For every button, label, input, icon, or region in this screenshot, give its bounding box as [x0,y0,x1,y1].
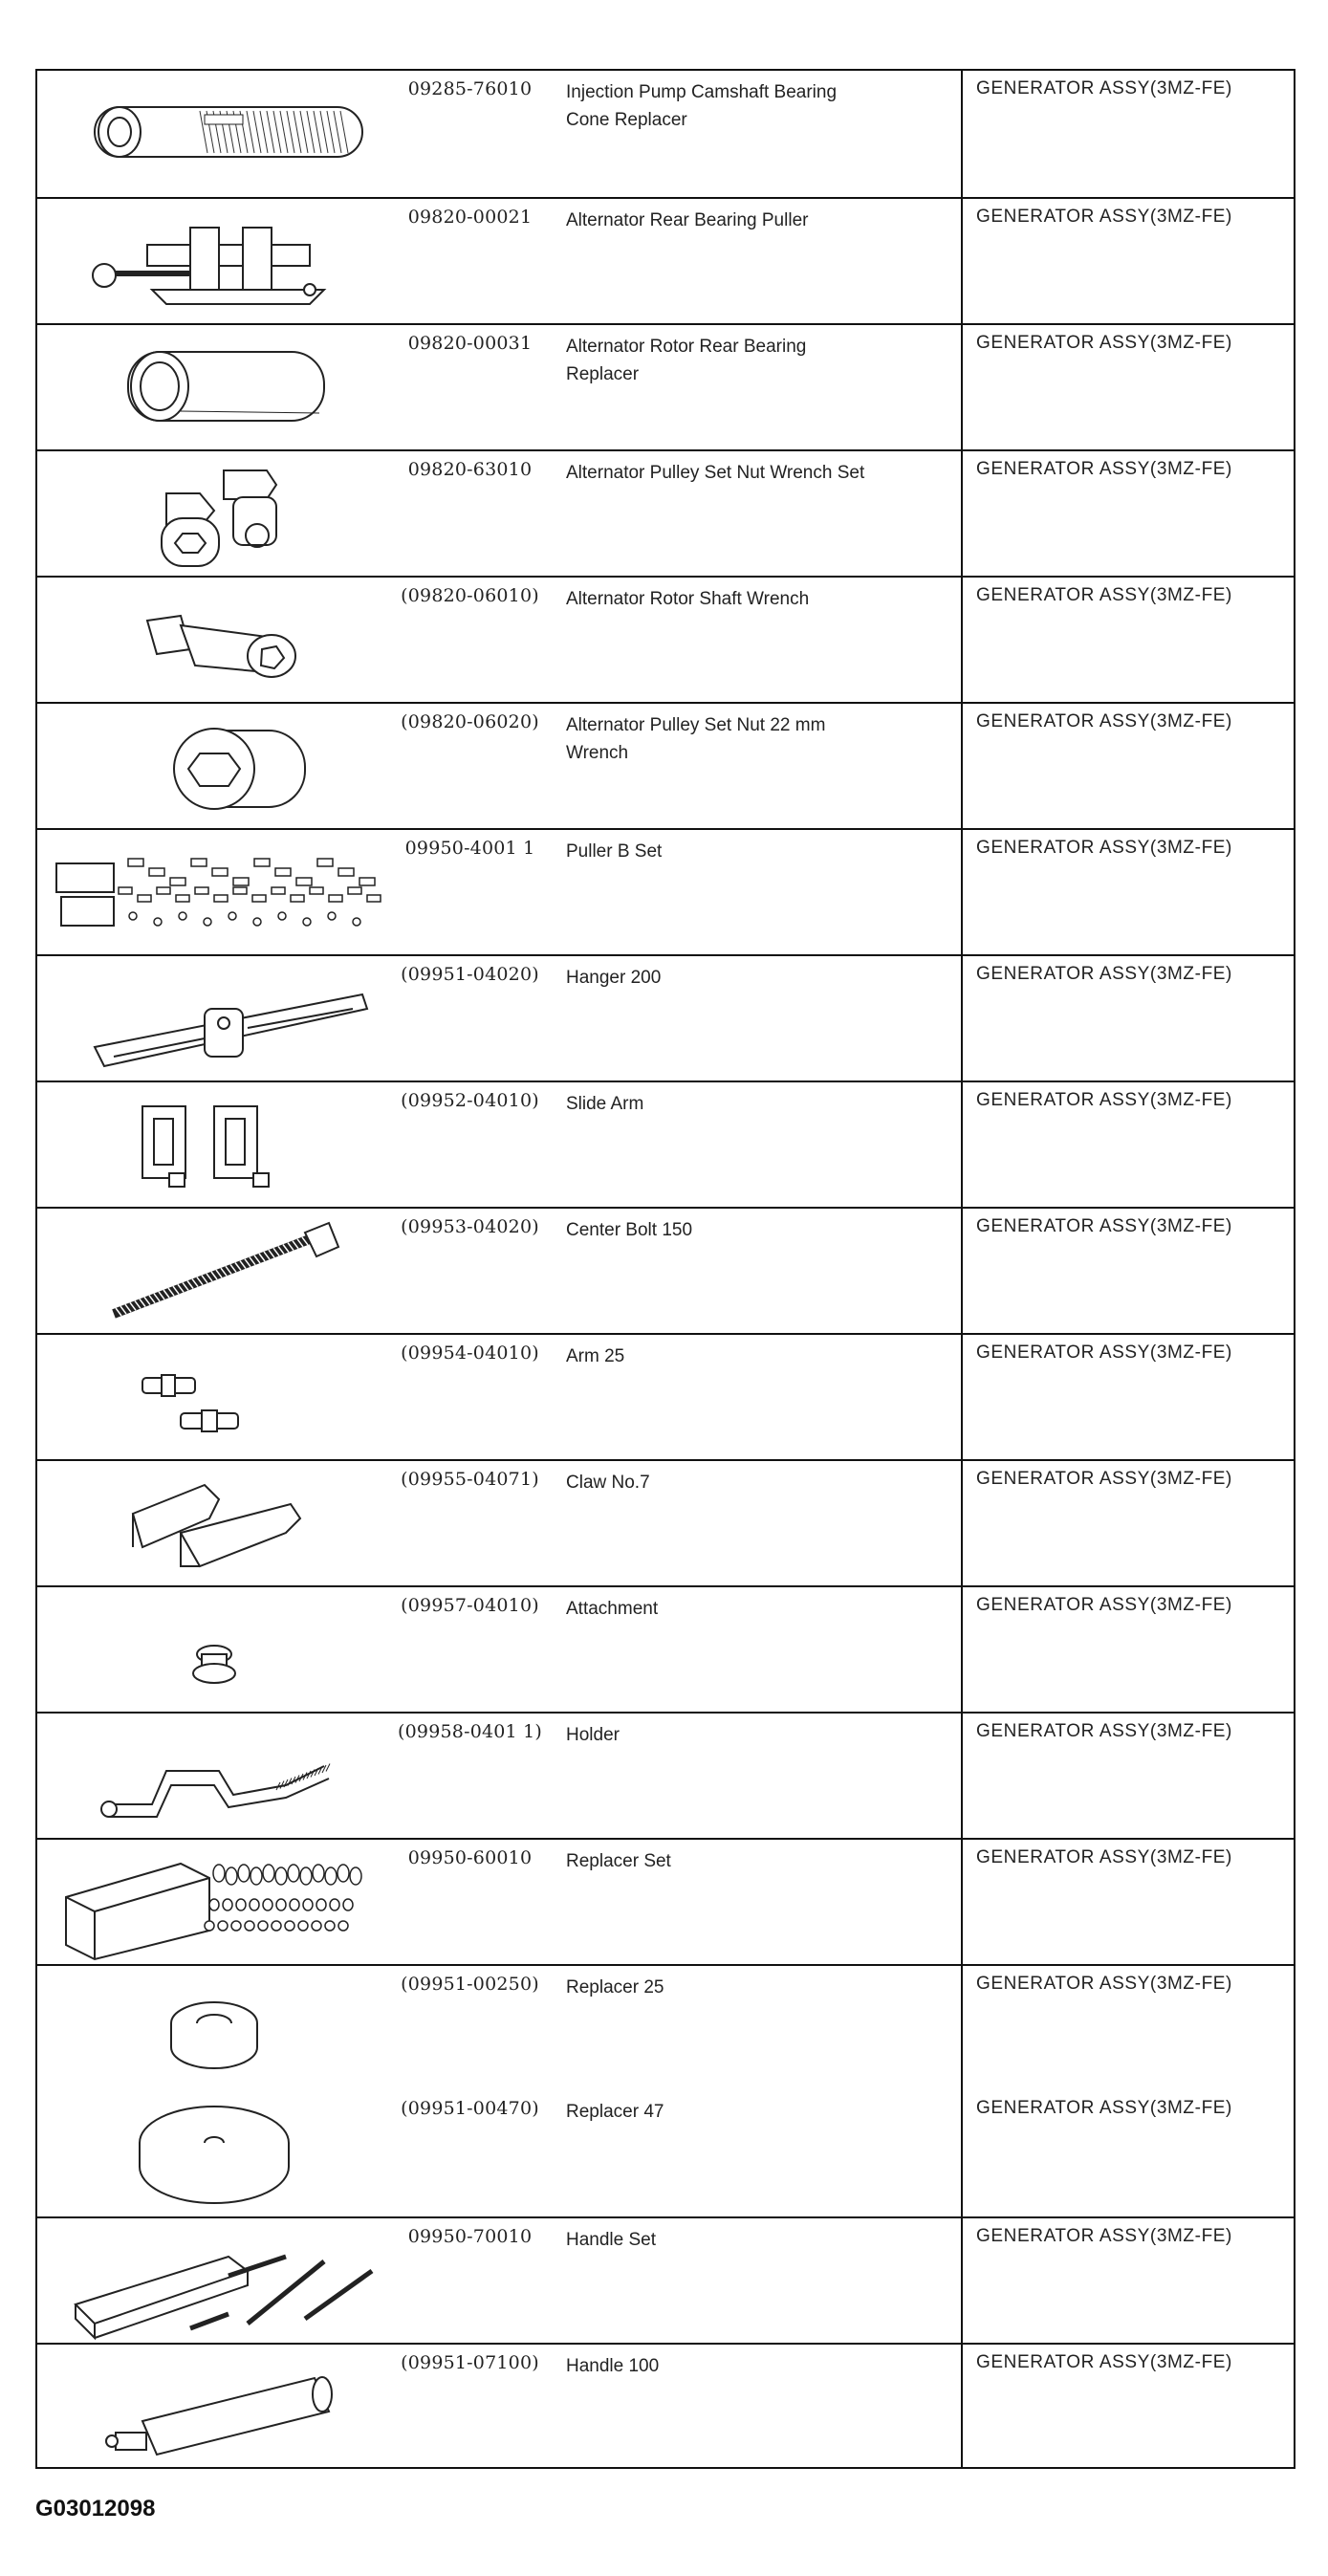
tool-name: Holder [566,1725,620,1745]
applicable-component: GENERATOR ASSY(3MZ-FE) [976,1343,1232,1363]
applicable-component: GENERATOR ASSY(3MZ-FE) [976,1974,1232,1994]
handle-icon [37,2345,396,2472]
figure-code: G03012098 [35,2496,156,2521]
tool-name: Handle Set [566,2230,657,2250]
shaft-wrench-icon [37,578,396,705]
table-row [37,449,1294,579]
applicable-component: GENERATOR ASSY(3MZ-FE) [976,1721,1232,1741]
applicable-component: GENERATOR ASSY(3MZ-FE) [976,1847,1232,1867]
table-row [37,1712,1294,1841]
table-row [37,1838,1294,1967]
applicable-component: GENERATOR ASSY(3MZ-FE) [976,1090,1232,1110]
tool-name: Hanger 200 [566,968,662,988]
tool-name: Alternator Pulley Set Nut 22 mm Wrench [566,715,826,763]
table-row [37,1081,1294,1210]
part-number: (09957-04010) [401,1595,539,1616]
table-row [37,1207,1294,1336]
part-number: 09950-60010 [407,1847,533,1868]
applicable-component: GENERATOR ASSY(3MZ-FE) [976,1595,1232,1615]
handle-set-icon [37,2218,396,2346]
center-bolt-icon [37,1209,396,1336]
table-row [37,1964,1294,2093]
part-number: (09951-04020) [401,964,539,985]
applicable-component: GENERATOR ASSY(3MZ-FE) [976,2352,1232,2372]
table-row [37,2216,1294,2346]
holder-icon [37,1714,396,1841]
small-replacer-disc-icon [37,1966,396,2093]
tube-replacer-icon [37,325,396,452]
tool-name: Replacer Set [566,1851,671,1871]
tool-name: Alternator Pulley Set Nut Wrench Set [566,463,865,483]
part-number: 09950-4001 1 [404,838,535,859]
part-number: (09820-06010) [401,585,539,606]
part-number: (09820-06020) [401,711,539,732]
applicable-component: GENERATOR ASSY(3MZ-FE) [976,1216,1232,1236]
part-number: 09820-00031 [407,333,533,354]
applicable-component: GENERATOR ASSY(3MZ-FE) [976,838,1232,858]
special-tools-table [35,69,1295,2469]
part-number: 09950-70010 [407,2226,533,2247]
tool-name: Slide Arm [566,1094,644,1114]
tool-name: Claw No.7 [566,1473,650,1493]
attachment-icon [37,1587,396,1714]
tool-name: Center Bolt 150 [566,1220,693,1240]
tool-name: Injection Pump Camshaft Bearing Cone Replacer [566,82,838,130]
tool-name: Handle 100 [566,2356,660,2376]
part-number: (09951-00470) [401,2098,539,2119]
tool-name: Attachment [566,1599,659,1619]
bearing-puller-icon [37,199,396,326]
applicable-component: GENERATOR ASSY(3MZ-FE) [976,459,1232,479]
table-row [37,828,1294,957]
part-number: (09952-04010) [401,1090,539,1111]
table-row [37,954,1294,1083]
table-row [37,2090,1294,2217]
part-number: (09955-04071) [401,1469,539,1490]
table-row [37,1459,1294,1588]
applicable-component: GENERATOR ASSY(3MZ-FE) [976,1469,1232,1489]
socket-wrench-set-icon [37,451,396,579]
part-number: 09820-00021 [407,207,533,228]
slide-arm-icon [37,1082,396,1210]
applicable-component: GENERATOR ASSY(3MZ-FE) [976,78,1232,98]
applicable-component: GENERATOR ASSY(3MZ-FE) [976,333,1232,353]
part-number: (09958-0401 1) [398,1721,542,1742]
tool-name: Puller B Set [566,841,663,862]
table-row [37,1585,1294,1714]
tool-name: Arm 25 [566,1346,625,1366]
cylinder-sleeve-icon [37,71,396,198]
tool-name: Replacer 25 [566,1977,664,1997]
part-number: 09285-76010 [407,78,533,99]
applicable-component: GENERATOR ASSY(3MZ-FE) [976,2226,1232,2246]
tool-name: Alternator Rear Bearing Puller [566,210,809,230]
applicable-component: GENERATOR ASSY(3MZ-FE) [976,711,1232,731]
replacer-set-icon [37,1840,396,1967]
applicable-component: GENERATOR ASSY(3MZ-FE) [976,964,1232,984]
puller-set-icon [37,830,396,957]
table-row [37,197,1294,326]
applicable-component: GENERATOR ASSY(3MZ-FE) [976,2098,1232,2118]
part-number: (09951-07100) [401,2352,539,2373]
part-number: 09820-63010 [407,459,533,480]
hex-socket-icon [37,704,396,831]
applicable-component: GENERATOR ASSY(3MZ-FE) [976,585,1232,605]
table-row [37,576,1294,705]
hanger-bar-icon [37,956,396,1083]
table-row [37,702,1294,831]
arm-pins-icon [37,1335,396,1462]
table-row [37,1333,1294,1462]
part-number: (09953-04020) [401,1216,539,1237]
part-number: (09954-04010) [401,1343,539,1364]
applicable-component: GENERATOR ASSY(3MZ-FE) [976,207,1232,227]
table-row [37,71,1294,198]
large-replacer-disc-icon [37,2090,396,2217]
part-number: (09951-00250) [401,1974,539,1995]
table-row [37,323,1294,452]
table-row [37,2343,1294,2472]
claw-icon [37,1461,396,1588]
tool-name: Replacer 47 [566,2102,664,2122]
tool-name: Alternator Rotor Shaft Wrench [566,589,810,609]
tool-name: Alternator Rotor Rear Bearing Replacer [566,337,807,384]
